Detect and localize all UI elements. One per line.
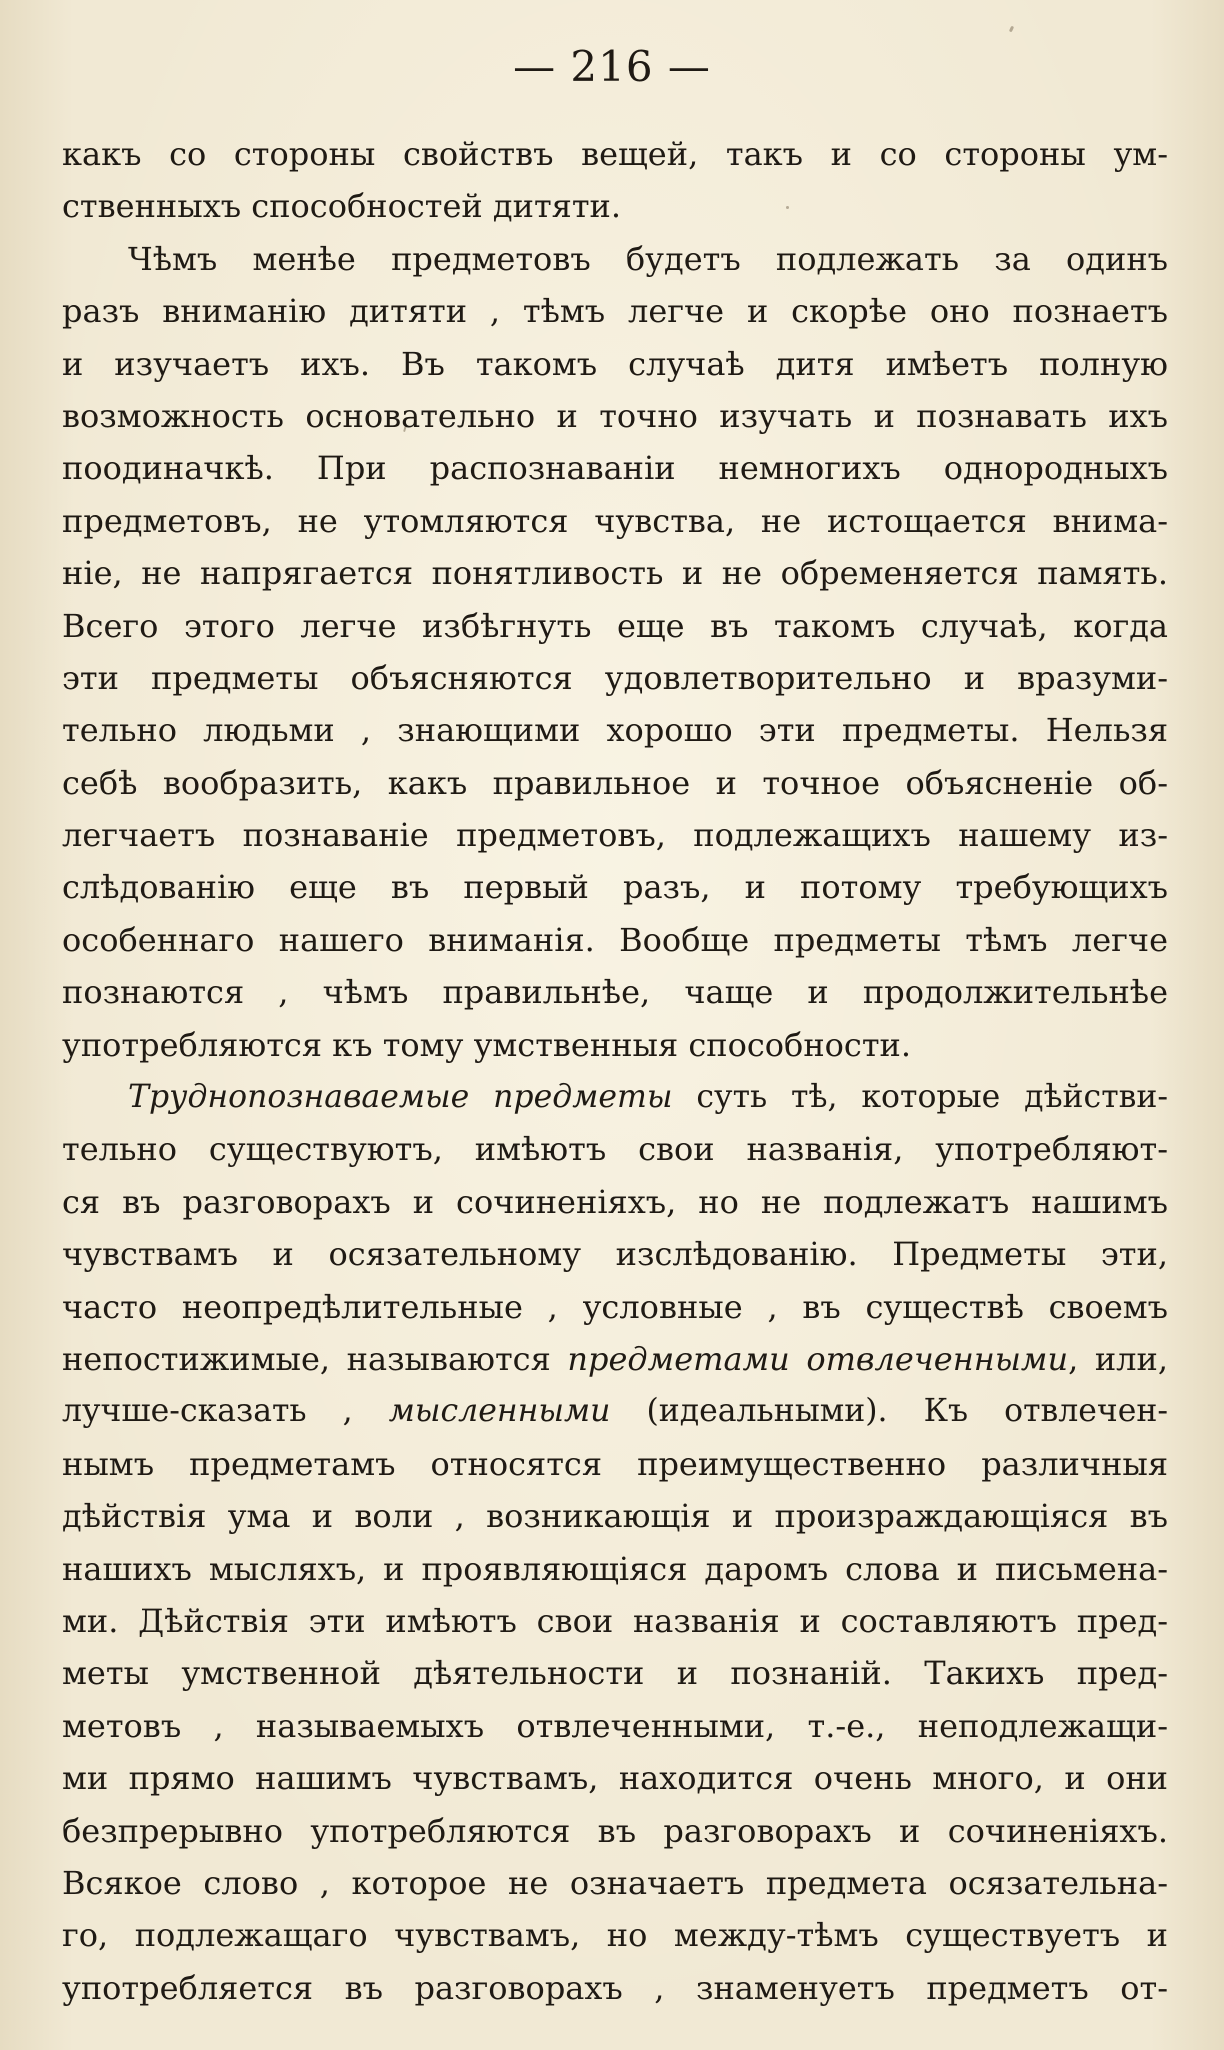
text-line: нымъ предметамъ относятся преимущественно различныя (62, 1444, 1168, 1483)
text-line: и изучаетъ ихъ. Въ такомъ случаѣ дитя имѣетъ полную (62, 344, 1168, 383)
italic-term: предметами отвлеченными (567, 1339, 1069, 1378)
text-line: метовъ , называемыхъ отвлеченными, т.-е., неподлежащи- (62, 1706, 1168, 1745)
text-line: ніе, не напрягается понятливость и не обременяется память. (62, 554, 1168, 593)
text-line: познаются , чѣмъ правильнѣе, чаще и продолжительнѣе (62, 973, 1168, 1012)
text-line: Всякое слово , которое не означаетъ предмета осязательна- (62, 1863, 1168, 1902)
text-line: эти предметы объясняются удовлетворительно и вразуми- (62, 658, 1168, 697)
text-line: ми прямо нашимъ чувствамъ, находится очень много, и они (62, 1759, 1168, 1798)
text-line: ми. Дѣйствія эти имѣютъ свои названія и составляютъ пред- (62, 1601, 1168, 1640)
text-line: предметовъ, не утомляются чувства, не истощается внима- (62, 501, 1168, 540)
paragraph-first-line: Труднопознаваемые предметы суть тѣ, которые дѣйстви- (128, 1079, 1168, 1116)
text-line: какъ со стороны свойствъ вещей, такъ и со стороны ум- (62, 135, 1168, 173)
text-line: часто неопредѣлительные , условные , въ существѣ своемъ (62, 1287, 1168, 1326)
page-number: — 216 — (513, 42, 711, 91)
text-line: слѣдованію еще въ первый разъ, и потому требующихъ (62, 868, 1168, 907)
paper-speck (1009, 26, 1014, 33)
text-line: разъ вниманію дитяти , тѣмъ легче и скорѣе оно познаетъ (62, 292, 1168, 331)
italic-term: Труднопознаваемые предметы (128, 1079, 673, 1116)
text-line: го, подлежащаго чувствамъ, но между-тѣмъ существуетъ и (62, 1916, 1168, 1955)
text-line: поодиначкѣ. При распознаваніи немногихъ однородныхъ (62, 449, 1168, 488)
paragraph-first-line: Чѣмъ менѣе предметовъ будетъ подлежать за одинъ (128, 239, 1168, 278)
text-line: безпрерывно употребляются въ разговорахъ и сочиненіяхъ. (62, 1811, 1168, 1850)
text-line: непостижимые, называются предметами отвлеченными, или, (62, 1339, 1168, 1378)
text-line: ся въ разговорахъ и сочиненіяхъ, но не подлежатъ нашимъ (62, 1182, 1168, 1221)
body-text (62, 128, 1168, 2014)
text-line: возможность основательно и точно изучать и познавать ихъ (62, 396, 1168, 435)
text-line: чувствамъ и осязательному изслѣдованію. Предметы эти, (62, 1235, 1168, 1274)
text-line: употребляется въ разговорахъ , знаменуетъ предметъ от- (62, 1968, 1168, 2007)
text-line: Всего этого легче избѣгнуть еще въ такомъ случаѣ, когда (62, 606, 1168, 645)
text-line: тельно людьми , знающими хорошо эти предметы. Нельзя (62, 711, 1168, 750)
text-line: лучше-сказать , мысленными (идеальными). Къ отвлечен- (62, 1393, 1168, 1430)
text-line: нашихъ мысляхъ, и проявляющіяся даромъ слова и письмена- (62, 1549, 1168, 1588)
text-line: меты умственной дѣятельности и познаній. Такихъ пред- (62, 1654, 1168, 1693)
text-line: особеннаго нашего вниманія. Вообще предметы тѣмъ легче (62, 920, 1168, 959)
italic-term: мысленными (388, 1393, 611, 1430)
text-line: ственныхъ способностей дитяти. (62, 187, 622, 226)
text-line: себѣ вообразить, какъ правильное и точное объясненіе об- (62, 763, 1168, 802)
text-line: употребляются къ тому умственныя способности. (62, 1025, 912, 1064)
text-line: легчаетъ познаваніе предметовъ, подлежащихъ нашему из- (62, 816, 1168, 855)
text-line: тельно существуютъ, имѣютъ свои названія, употребляют- (62, 1130, 1168, 1169)
text-line: дѣйствія ума и воли , возникающія и произраждающіяся въ (62, 1497, 1168, 1536)
